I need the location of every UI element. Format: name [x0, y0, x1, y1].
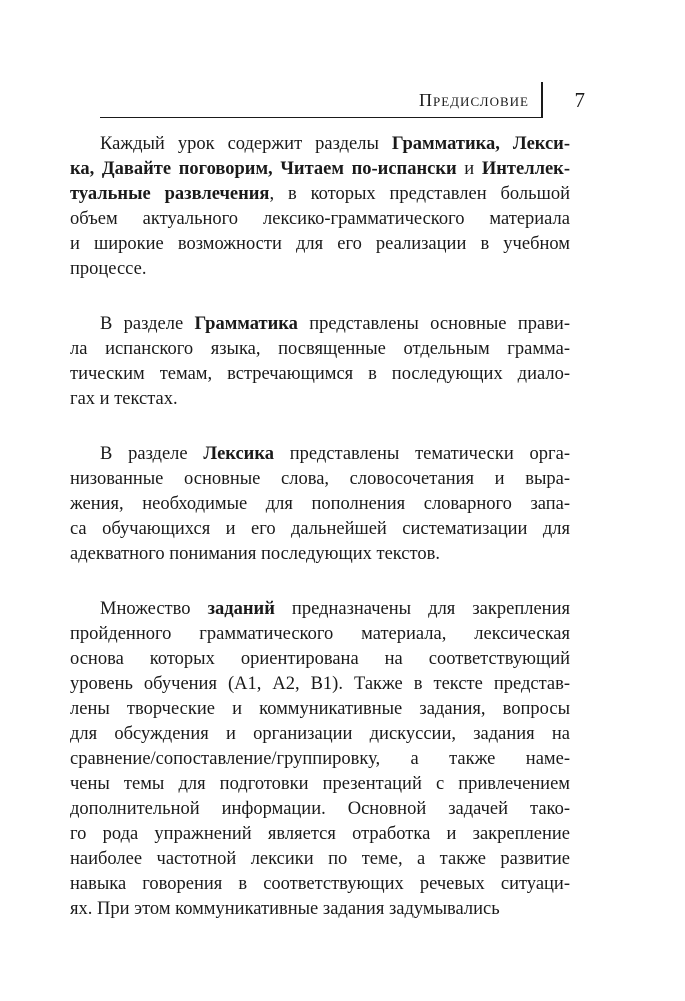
text-line: [70, 517, 570, 542]
text-line: [70, 722, 570, 747]
text-run: чены темы для подготовки презентаций с привлечением: [70, 774, 570, 794]
text-run: дополнительной информации. Основной задачей тако-: [70, 799, 570, 819]
text-line: [70, 182, 570, 207]
text-run: сравнение/сопоставление/группировку, а также наме-: [70, 749, 570, 769]
running-head-rule: [100, 117, 543, 118]
text-run: тическим темам, встречающимся в последующих диало-: [70, 364, 570, 384]
text-line: [70, 362, 570, 387]
text-run: навыка говорения в соответствующих речевых ситуаци-: [70, 874, 570, 894]
text-line: [70, 872, 570, 897]
running-head-separator: [541, 82, 543, 118]
bold-term: Лексика: [203, 444, 274, 464]
text-run: объем актуального лексико-грамматического материала: [70, 209, 570, 229]
text-line: [70, 442, 570, 467]
text-line: [70, 772, 570, 797]
text-line: [70, 622, 570, 647]
text-line: [70, 387, 570, 412]
text-run: го рода упражнений является отработка и закрепление: [70, 824, 570, 844]
text-run: В разделе: [100, 444, 204, 464]
page-number: 7: [574, 88, 585, 112]
text-run: адекватного понимания последующих текстов.: [70, 544, 440, 564]
text-run: и широкие возможности для его реализации в учебном: [70, 234, 570, 254]
paragraph: [70, 442, 570, 567]
bold-term: заданий: [207, 599, 275, 619]
bold-term: Грамматика: [194, 314, 298, 334]
text-line: [70, 847, 570, 872]
text-run: предназначены для закрепления: [274, 599, 570, 619]
text-line: [70, 337, 570, 362]
text-run: пройденного грамматического материала, лексическая: [70, 624, 570, 644]
text-run: лены творческие и коммуникативные задания, вопросы: [70, 699, 570, 719]
text-line: [70, 897, 570, 922]
text-line: [70, 542, 570, 567]
text-line: [70, 312, 570, 337]
bold-term: ка, Давайте поговорим, Читаем по-испански: [70, 159, 457, 179]
text-run: низованные основные слова, словосочетания и выра-: [70, 469, 570, 489]
text-line: [70, 207, 570, 232]
text-line: [70, 132, 570, 157]
text-line: [70, 157, 570, 182]
body-text: [70, 132, 570, 922]
text-run: В разделе: [100, 314, 195, 334]
text-run: ях. При этом коммуникативные задания задумывались: [70, 899, 500, 919]
text-run: представлены тематически орга-: [273, 444, 570, 464]
text-run: , в которых представлен большой: [269, 184, 570, 204]
paragraph: [70, 312, 570, 412]
text-line: [70, 467, 570, 492]
bold-term: туальные развлечения: [70, 184, 270, 204]
text-run: основа которых ориентирована на соответствующий: [70, 649, 570, 669]
text-line: [70, 747, 570, 772]
text-run: са обучающихся и его дальнейшей систематизации для: [70, 519, 570, 539]
text-line: [70, 647, 570, 672]
text-run: ла испанского языка, посвященные отдельным грамма-: [70, 339, 570, 359]
bold-term: Грамматика, Лекси-: [391, 134, 571, 154]
text-run: для обсуждения и организации дискуссии, задания на: [70, 724, 570, 744]
text-line: [70, 797, 570, 822]
text-run: представлены основные прави-: [297, 314, 570, 334]
text-line: [70, 672, 570, 697]
text-run: процессе.: [70, 259, 147, 279]
paragraph: [70, 597, 570, 922]
text-run: Множество: [100, 599, 208, 619]
text-run: Каждый урок содержит разделы: [100, 134, 392, 154]
text-line: [70, 822, 570, 847]
text-run: жения, необходимые для пополнения словарного запа-: [70, 494, 570, 514]
paragraph: [70, 132, 570, 282]
running-head-title: Предисловие: [419, 90, 529, 110]
text-run: наиболее частотной лексики по теме, а также развитие: [70, 849, 570, 869]
text-line: [70, 232, 570, 257]
running-head: [100, 88, 591, 118]
text-line: [70, 697, 570, 722]
text-line: [70, 597, 570, 622]
text-run: гах и текстах.: [70, 389, 178, 409]
bold-term: Интеллек-: [481, 159, 570, 179]
text-line: [70, 492, 570, 517]
text-run: и: [456, 159, 482, 179]
text-run: уровень обучения (А1, А2, В1). Также в тексте представ-: [70, 674, 570, 694]
text-line: [70, 257, 570, 282]
